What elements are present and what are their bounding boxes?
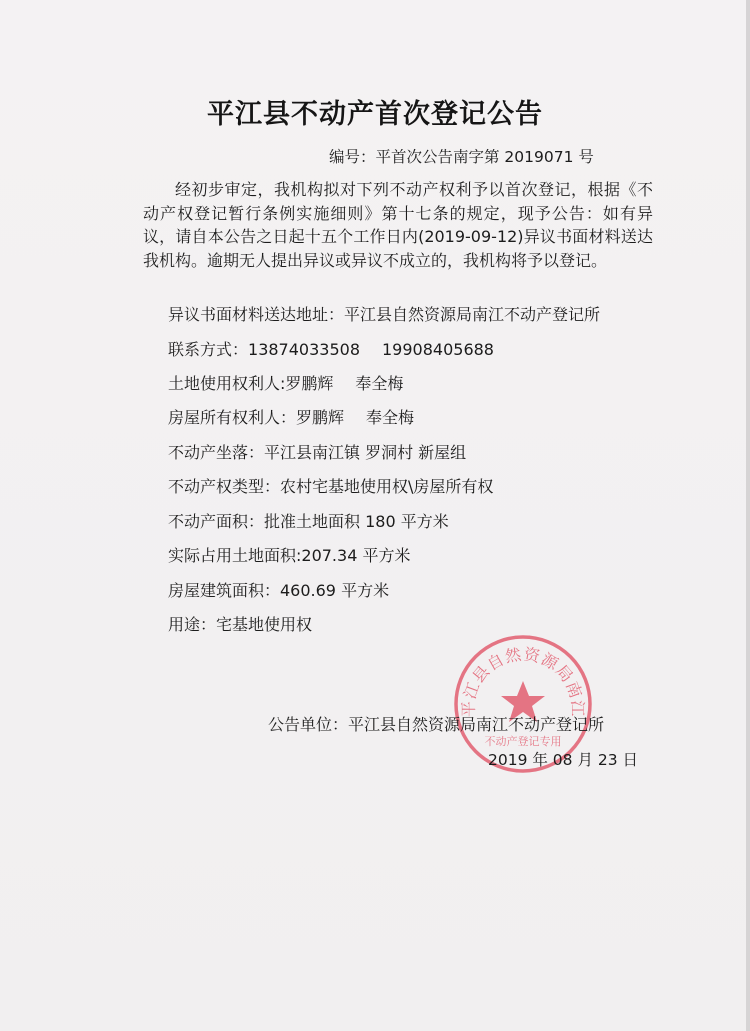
house-owner-1: 罗鹏辉 (296, 408, 345, 427)
property-usage: 用途：宅基地使用权 (168, 615, 313, 634)
issue-date: 2019 年 08 月 23 日 (488, 751, 639, 769)
land-right-holder-1: 罗鹏辉 (285, 374, 334, 393)
seal-arc-text: 平江县自然资源局南江 (458, 644, 588, 718)
contact-phone-1: 13874033508 (248, 340, 360, 359)
notice-title: 平江县不动产首次登记公告 (207, 99, 543, 130)
land-right-holders (168, 371, 403, 394)
objection-address: 异议书面材料送达地址：平江县自然资源局南江不动产登记所 (168, 305, 601, 324)
property-location: 不动产坐落：平江县南江镇 罗洞村 新屋组 (168, 443, 467, 462)
issuing-unit: 公告单位：平江县自然资源局南江不动产登记所 (268, 715, 605, 734)
notice-intro: 经初步审定，我机构拟对下列不动产权利予以首次登记，根据《不动产权登记暂行条例实施细则》第十七条的规定，现予公告：如有异议，请自本公告之日起十五个工作日内(2019-09-12)异议书面材料送达我机构。逾期无人提出异议或异议不成立的，我机构将予以登记。 (143, 180, 653, 270)
contact-label: 联系方式： (168, 340, 249, 359)
property-area: 不动产面积：批准土地面积 180 平方米 (168, 512, 449, 531)
house-owner-label: 房屋所有权利人： (168, 408, 297, 427)
property-right-type: 不动产权类型：农村宅基地使用权\房屋所有权 (168, 477, 494, 496)
contact-phone-2: 19908405688 (382, 340, 494, 359)
building-area: 房屋建筑面积：460.69 平方米 (168, 581, 390, 600)
seal-bottom-text: 不动产登记专用 (484, 735, 562, 748)
land-right-holder-2: 奉全梅 (355, 374, 404, 393)
land-right-holder-label: 土地使用权利人: (168, 374, 286, 393)
contact-info (168, 337, 494, 360)
notice-number: 编号：平首次公告南字第 2019071 号 (329, 148, 594, 166)
page-edge (746, 0, 750, 1031)
actual-land-area: 实际占用土地面积:207.34 平方米 (168, 546, 411, 565)
house-owners (168, 405, 414, 428)
house-owner-2: 奉全梅 (366, 408, 415, 427)
